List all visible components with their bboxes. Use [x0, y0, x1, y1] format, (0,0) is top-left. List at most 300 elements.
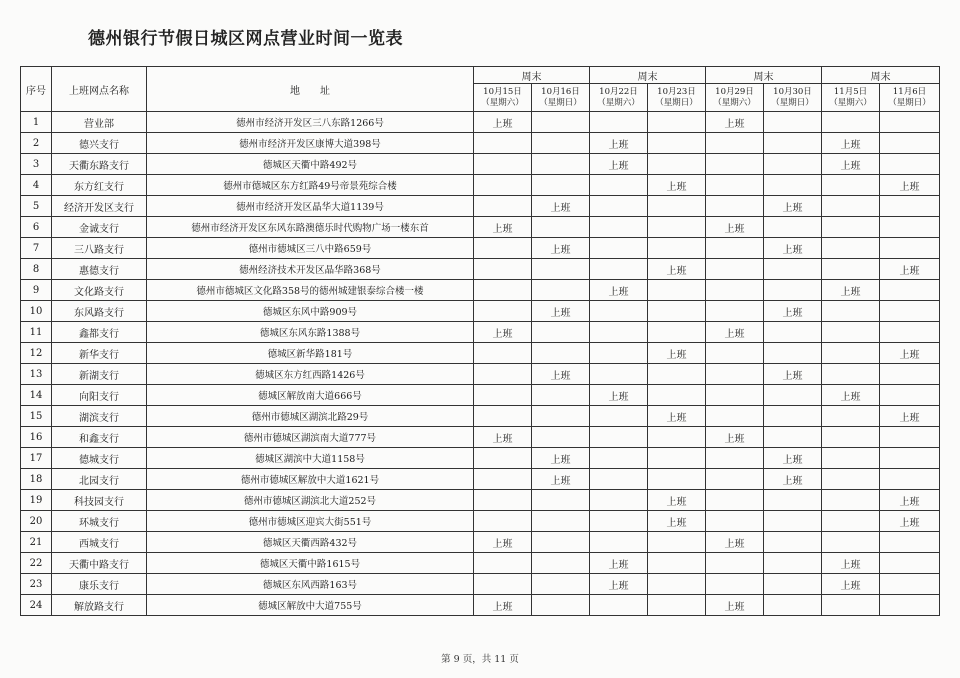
- shift-cell: [706, 238, 764, 259]
- shift-cell: [648, 238, 706, 259]
- shift-cell: [532, 175, 590, 196]
- shift-cell: [822, 343, 880, 364]
- shift-cell: 上班: [706, 322, 764, 343]
- branch-address: 德城区解放中大道755号: [147, 595, 474, 616]
- shift-cell: [532, 259, 590, 280]
- weekday-label: （星期日）: [655, 97, 698, 108]
- shift-cell: [590, 448, 648, 469]
- row-number: 19: [21, 490, 52, 511]
- shift-cell: [648, 595, 706, 616]
- branch-address: 德城区天衢中路492号: [147, 154, 474, 175]
- shift-cell: 上班: [822, 553, 880, 574]
- shift-cell: [880, 196, 940, 217]
- shift-cell: 上班: [648, 490, 706, 511]
- shift-cell: [706, 133, 764, 154]
- branch-name: 北园支行: [52, 469, 147, 490]
- shift-cell: [706, 511, 764, 532]
- shift-cell: [764, 217, 822, 238]
- shift-cell: [822, 259, 880, 280]
- shift-cell: [532, 553, 590, 574]
- shift-cell: [648, 154, 706, 175]
- branch-address: 德城区解放南大道666号: [147, 385, 474, 406]
- shift-cell: [532, 490, 590, 511]
- row-number: 12: [21, 343, 52, 364]
- shift-cell: [764, 259, 822, 280]
- shift-cell: [822, 301, 880, 322]
- shift-cell: [764, 154, 822, 175]
- shift-cell: [474, 448, 532, 469]
- shift-cell: [764, 595, 822, 616]
- weekday-label: （星期日）: [771, 97, 814, 108]
- shift-cell: [474, 133, 532, 154]
- shift-cell: [590, 196, 648, 217]
- shift-cell: [648, 448, 706, 469]
- shift-cell: [648, 532, 706, 553]
- date-label: 10月22日: [599, 86, 638, 97]
- shift-cell: [822, 238, 880, 259]
- shift-cell: [880, 385, 940, 406]
- branch-address: 德州市德城区湖滨北大道252号: [147, 490, 474, 511]
- shift-cell: 上班: [590, 574, 648, 595]
- branch-name: 德兴支行: [52, 133, 147, 154]
- shift-cell: [764, 112, 822, 133]
- branch-address: 德城区东风西路163号: [147, 574, 474, 595]
- row-number: 20: [21, 511, 52, 532]
- table-row: [21, 322, 940, 343]
- shift-cell: [880, 112, 940, 133]
- date-header: [648, 84, 706, 112]
- branch-name: 天衢中路支行: [52, 553, 147, 574]
- table-row: [21, 217, 940, 238]
- shift-cell: [532, 343, 590, 364]
- shift-cell: [532, 217, 590, 238]
- shift-cell: 上班: [822, 133, 880, 154]
- weekday-label: （星期六）: [597, 97, 640, 108]
- shift-cell: [706, 553, 764, 574]
- shift-cell: [474, 238, 532, 259]
- branch-name: 天衢东路支行: [52, 154, 147, 175]
- date-label: 10月15日: [483, 86, 522, 97]
- shift-cell: [474, 469, 532, 490]
- table-row: [21, 343, 940, 364]
- shift-cell: 上班: [590, 385, 648, 406]
- branch-name: 三八路支行: [52, 238, 147, 259]
- shift-cell: [880, 574, 940, 595]
- row-number: 10: [21, 301, 52, 322]
- shift-cell: [532, 532, 590, 553]
- shift-cell: [822, 406, 880, 427]
- shift-cell: [880, 448, 940, 469]
- shift-cell: [706, 364, 764, 385]
- shift-cell: 上班: [706, 595, 764, 616]
- shift-cell: [764, 553, 822, 574]
- shift-cell: [532, 112, 590, 133]
- shift-cell: [590, 427, 648, 448]
- weekend-group-header: 周末: [474, 67, 590, 84]
- shift-cell: 上班: [880, 175, 940, 196]
- branch-name: 解放路支行: [52, 595, 147, 616]
- weekend-group-header: 周末: [590, 67, 706, 84]
- shift-cell: [532, 574, 590, 595]
- branch-name: 康乐支行: [52, 574, 147, 595]
- schedule-table: [20, 66, 940, 616]
- shift-cell: 上班: [648, 259, 706, 280]
- shift-cell: [764, 385, 822, 406]
- seq-header: 序号: [21, 67, 52, 112]
- row-number: 4: [21, 175, 52, 196]
- shift-cell: 上班: [880, 490, 940, 511]
- date-label: 10月29日: [715, 86, 754, 97]
- shift-cell: [590, 469, 648, 490]
- date-header: [880, 84, 940, 112]
- shift-cell: [764, 406, 822, 427]
- table-row: [21, 280, 940, 301]
- weekday-label: （星期日）: [888, 97, 931, 108]
- shift-cell: [474, 364, 532, 385]
- branch-address: 德城区东方红西路1426号: [147, 364, 474, 385]
- row-number: 24: [21, 595, 52, 616]
- row-number: 16: [21, 427, 52, 448]
- table-row: [21, 553, 940, 574]
- shift-cell: [590, 175, 648, 196]
- shift-cell: [822, 427, 880, 448]
- shift-cell: [822, 112, 880, 133]
- row-number: 9: [21, 280, 52, 301]
- shift-cell: 上班: [764, 469, 822, 490]
- shift-cell: [764, 574, 822, 595]
- date-header: [764, 84, 822, 112]
- shift-cell: [532, 511, 590, 532]
- shift-cell: 上班: [532, 301, 590, 322]
- date-header: [474, 84, 532, 112]
- shift-cell: [764, 175, 822, 196]
- shift-cell: [706, 490, 764, 511]
- shift-cell: [532, 385, 590, 406]
- shift-cell: [590, 301, 648, 322]
- weekday-label: （星期六）: [829, 97, 872, 108]
- shift-cell: 上班: [648, 511, 706, 532]
- shift-cell: 上班: [474, 427, 532, 448]
- branch-address: 德州市德城区东方红路49号帝景苑综合楼: [147, 175, 474, 196]
- shift-cell: [822, 322, 880, 343]
- branch-name: 经济开发区支行: [52, 196, 147, 217]
- date-label: 10月30日: [773, 86, 812, 97]
- shift-cell: 上班: [532, 448, 590, 469]
- shift-cell: [764, 322, 822, 343]
- shift-cell: [706, 406, 764, 427]
- row-number: 15: [21, 406, 52, 427]
- date-header: [590, 84, 648, 112]
- row-number: 2: [21, 133, 52, 154]
- shift-cell: [822, 490, 880, 511]
- shift-cell: [706, 448, 764, 469]
- shift-cell: [648, 469, 706, 490]
- shift-cell: 上班: [880, 259, 940, 280]
- shift-cell: [474, 511, 532, 532]
- branch-name: 新湖支行: [52, 364, 147, 385]
- branch-name: 鑫都支行: [52, 322, 147, 343]
- shift-cell: [474, 553, 532, 574]
- shift-cell: 上班: [590, 133, 648, 154]
- shift-cell: [822, 532, 880, 553]
- shift-cell: [532, 133, 590, 154]
- shift-cell: [764, 490, 822, 511]
- shift-cell: [764, 532, 822, 553]
- shift-cell: 上班: [764, 238, 822, 259]
- shift-cell: 上班: [706, 112, 764, 133]
- table-row: [21, 595, 940, 616]
- shift-cell: [706, 574, 764, 595]
- shift-cell: [880, 133, 940, 154]
- shift-cell: [474, 154, 532, 175]
- shift-cell: 上班: [880, 406, 940, 427]
- branch-address: 德城区湖滨中大道1158号: [147, 448, 474, 469]
- weekday-label: （星期六）: [481, 97, 524, 108]
- row-number: 17: [21, 448, 52, 469]
- shift-cell: [590, 595, 648, 616]
- shift-cell: 上班: [590, 553, 648, 574]
- table-row: [21, 574, 940, 595]
- branch-address: 德州市经济开发区三八东路1266号: [147, 112, 474, 133]
- branch-address: 德城区东风中路909号: [147, 301, 474, 322]
- branch-name: 东风路支行: [52, 301, 147, 322]
- row-number: 14: [21, 385, 52, 406]
- branch-header: 上班网点名称: [52, 67, 147, 112]
- shift-cell: [880, 532, 940, 553]
- table-row: [21, 427, 940, 448]
- shift-cell: [706, 280, 764, 301]
- branch-name: 德城支行: [52, 448, 147, 469]
- shift-cell: 上班: [648, 406, 706, 427]
- shift-cell: [648, 364, 706, 385]
- shift-cell: 上班: [474, 532, 532, 553]
- shift-cell: 上班: [474, 322, 532, 343]
- shift-cell: [474, 574, 532, 595]
- shift-cell: [822, 448, 880, 469]
- schedule-body: [21, 112, 940, 616]
- shift-cell: [532, 280, 590, 301]
- shift-cell: 上班: [532, 469, 590, 490]
- shift-cell: 上班: [880, 511, 940, 532]
- shift-cell: [532, 595, 590, 616]
- date-label: 10月23日: [657, 86, 696, 97]
- shift-cell: [532, 154, 590, 175]
- table-row: [21, 112, 940, 133]
- shift-cell: 上班: [474, 595, 532, 616]
- shift-cell: [764, 133, 822, 154]
- shift-cell: [474, 259, 532, 280]
- shift-cell: [706, 469, 764, 490]
- shift-cell: 上班: [764, 364, 822, 385]
- row-number: 18: [21, 469, 52, 490]
- shift-cell: [590, 322, 648, 343]
- shift-cell: [590, 364, 648, 385]
- branch-address: 德州市德城区湖滨北路29号: [147, 406, 474, 427]
- shift-cell: [706, 154, 764, 175]
- shift-cell: [822, 175, 880, 196]
- table-row: [21, 364, 940, 385]
- row-number: 1: [21, 112, 52, 133]
- shift-cell: [764, 280, 822, 301]
- row-number: 22: [21, 553, 52, 574]
- shift-cell: [474, 490, 532, 511]
- table-row: [21, 490, 940, 511]
- shift-cell: [822, 595, 880, 616]
- row-number: 5: [21, 196, 52, 217]
- shift-cell: [532, 427, 590, 448]
- shift-cell: 上班: [822, 385, 880, 406]
- shift-cell: [474, 196, 532, 217]
- shift-cell: [648, 301, 706, 322]
- shift-cell: [880, 364, 940, 385]
- shift-cell: [880, 469, 940, 490]
- branch-name: 营业部: [52, 112, 147, 133]
- shift-cell: [822, 364, 880, 385]
- shift-cell: [474, 385, 532, 406]
- shift-cell: [764, 511, 822, 532]
- table-row: [21, 469, 940, 490]
- branch-address: 德州市德城区迎宾大街551号: [147, 511, 474, 532]
- shift-cell: [648, 553, 706, 574]
- shift-cell: [532, 406, 590, 427]
- shift-cell: 上班: [590, 280, 648, 301]
- shift-cell: [822, 469, 880, 490]
- table-row: [21, 154, 940, 175]
- branch-name: 文化路支行: [52, 280, 147, 301]
- shift-cell: [590, 238, 648, 259]
- table-row: [21, 238, 940, 259]
- branch-address: 德城区天衢中路1615号: [147, 553, 474, 574]
- shift-cell: [474, 406, 532, 427]
- shift-cell: [648, 427, 706, 448]
- page-footer: 第 9 页，共 11 页: [441, 654, 519, 665]
- date-header: [822, 84, 880, 112]
- shift-cell: [590, 406, 648, 427]
- shift-cell: 上班: [532, 238, 590, 259]
- shift-cell: [474, 280, 532, 301]
- shift-cell: [648, 322, 706, 343]
- shift-cell: [590, 511, 648, 532]
- shift-cell: [706, 343, 764, 364]
- shift-cell: 上班: [822, 280, 880, 301]
- branch-name: 金诚支行: [52, 217, 147, 238]
- row-number: 8: [21, 259, 52, 280]
- shift-cell: [648, 385, 706, 406]
- shift-cell: [880, 595, 940, 616]
- shift-cell: [648, 196, 706, 217]
- branch-address: 德城区东风东路1388号: [147, 322, 474, 343]
- table-row: [21, 196, 940, 217]
- shift-cell: 上班: [590, 154, 648, 175]
- shift-cell: [590, 490, 648, 511]
- table-row: [21, 406, 940, 427]
- row-number: 23: [21, 574, 52, 595]
- shift-cell: [648, 133, 706, 154]
- shift-cell: [880, 427, 940, 448]
- shift-cell: [648, 217, 706, 238]
- branch-address: 德州市经济开发区晶华大道1139号: [147, 196, 474, 217]
- date-label: 10月16日: [541, 86, 580, 97]
- shift-cell: 上班: [764, 196, 822, 217]
- shift-cell: 上班: [764, 301, 822, 322]
- row-number: 3: [21, 154, 52, 175]
- shift-cell: 上班: [706, 217, 764, 238]
- shift-cell: 上班: [532, 196, 590, 217]
- date-header: [532, 84, 590, 112]
- branch-name: 东方红支行: [52, 175, 147, 196]
- shift-cell: 上班: [706, 427, 764, 448]
- shift-cell: [706, 385, 764, 406]
- shift-cell: [822, 217, 880, 238]
- shift-cell: 上班: [532, 364, 590, 385]
- shift-cell: [590, 532, 648, 553]
- table-row: [21, 301, 940, 322]
- row-number: 11: [21, 322, 52, 343]
- row-number: 7: [21, 238, 52, 259]
- shift-cell: [706, 259, 764, 280]
- date-label: 11月5日: [833, 86, 868, 97]
- table-row: [21, 385, 940, 406]
- table-row: [21, 448, 940, 469]
- shift-cell: 上班: [648, 343, 706, 364]
- shift-cell: [880, 280, 940, 301]
- shift-cell: 上班: [880, 343, 940, 364]
- row-number: 6: [21, 217, 52, 238]
- weekend-group-header: 周末: [822, 67, 940, 84]
- row-number: 13: [21, 364, 52, 385]
- branch-name: 环城支行: [52, 511, 147, 532]
- branch-address: 德州市德城区解放中大道1621号: [147, 469, 474, 490]
- branch-address: 德州市德城区文化路358号的德州城建银泰综合楼一楼: [147, 280, 474, 301]
- branch-address: 德城区新华路181号: [147, 343, 474, 364]
- table-row: [21, 175, 940, 196]
- address-header: 地 址: [147, 67, 474, 112]
- shift-cell: [474, 343, 532, 364]
- branch-name: 湖滨支行: [52, 406, 147, 427]
- shift-cell: 上班: [648, 175, 706, 196]
- row-number: 21: [21, 532, 52, 553]
- branch-name: 惠德支行: [52, 259, 147, 280]
- shift-cell: 上班: [822, 574, 880, 595]
- date-label: 11月6日: [892, 86, 927, 97]
- shift-cell: [590, 343, 648, 364]
- shift-cell: 上班: [474, 217, 532, 238]
- date-header: [706, 84, 764, 112]
- branch-address: 德州市经济开发区康博大道398号: [147, 133, 474, 154]
- shift-cell: [706, 196, 764, 217]
- branch-name: 和鑫支行: [52, 427, 147, 448]
- shift-cell: [764, 343, 822, 364]
- shift-cell: [648, 112, 706, 133]
- shift-cell: 上班: [764, 448, 822, 469]
- weekday-label: （星期六）: [713, 97, 756, 108]
- shift-cell: 上班: [706, 532, 764, 553]
- shift-cell: [648, 280, 706, 301]
- shift-cell: [474, 301, 532, 322]
- shift-cell: [532, 322, 590, 343]
- shift-cell: [590, 112, 648, 133]
- shift-cell: [590, 259, 648, 280]
- table-row: [21, 511, 940, 532]
- branch-name: 西城支行: [52, 532, 147, 553]
- shift-cell: [822, 511, 880, 532]
- table-row: [21, 259, 940, 280]
- branch-address: 德州经济技术开发区晶华路368号: [147, 259, 474, 280]
- branch-name: 向阳支行: [52, 385, 147, 406]
- branch-name: 新华支行: [52, 343, 147, 364]
- shift-cell: [474, 175, 532, 196]
- branch-address: 德州市德城区三八中路659号: [147, 238, 474, 259]
